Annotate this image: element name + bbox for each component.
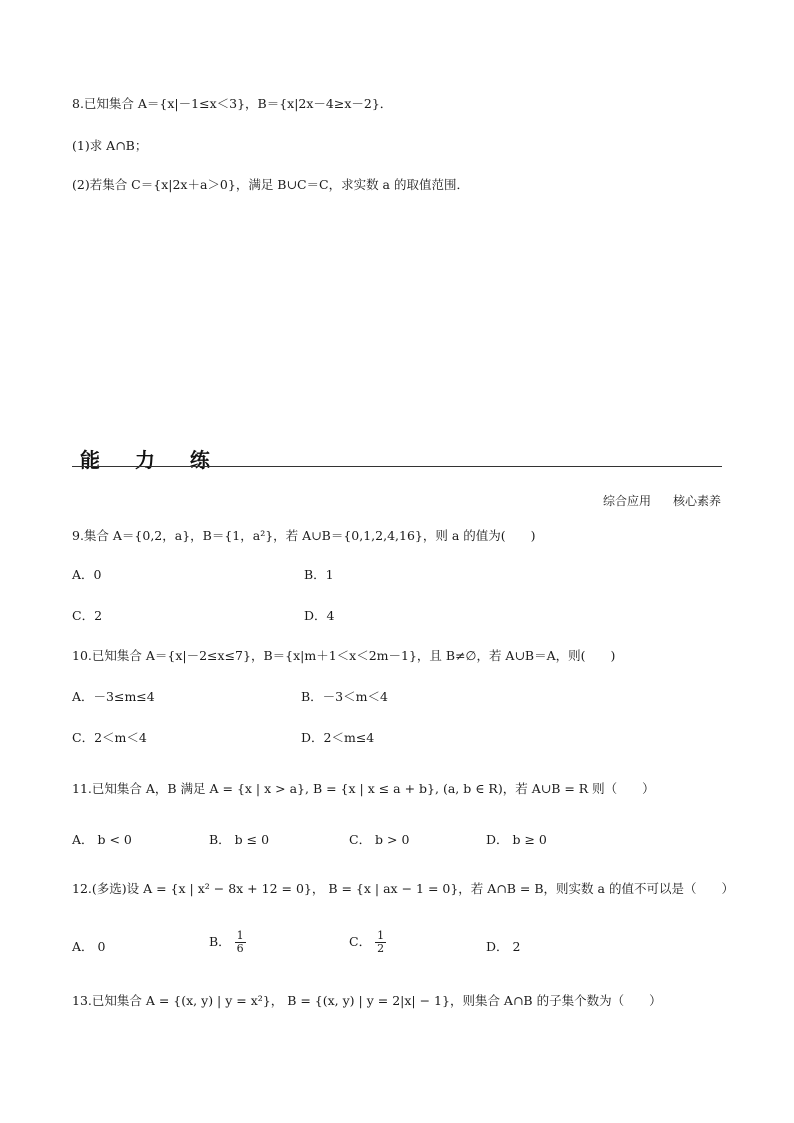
fraction-denominator: 2	[377, 942, 385, 955]
q12-option-a: A． 0	[72, 939, 106, 954]
q12-stem: 12.(多选)设 A = {x | x² − 8x + 12 = 0}， B = {x | ax − 1 = 0}，若 A∩B = B，则实数 a 的值不可以是（ ）	[72, 881, 734, 896]
fraction-numerator: 1	[236, 929, 244, 942]
q10-option-d: D．2＜m≤4	[301, 730, 375, 745]
section-tags	[603, 492, 721, 509]
q12-option-b-fraction	[235, 930, 246, 955]
tag-comprehensive: 综合应用	[602, 494, 651, 508]
q12-option-c	[349, 930, 386, 955]
q12-option-d: D． 2	[486, 939, 521, 954]
q9-option-d: D．4	[304, 608, 335, 623]
q12-option-b	[209, 930, 246, 955]
q12-option-c-prefix: C．	[349, 934, 372, 949]
section-title: 能 力 练	[80, 448, 224, 472]
q10-stem: 10.已知集合 A＝{x|－2≤x≤7}，B＝{x|m＋1＜x＜2m－1}，且 B≠∅，若 A∪B＝A，则( )	[72, 648, 616, 663]
q10-option-c: C．2＜m＜4	[72, 730, 147, 745]
q11-option-c: C． b > 0	[349, 832, 410, 847]
q9-stem: 9.集合 A＝{0,2，a}，B＝{1，a²}，若 A∪B＝{0,1,2,4,16}，则 a 的值为( )	[72, 528, 536, 543]
q11-option-a: A． b < 0	[72, 832, 132, 847]
q8-part1: (1)求 A∩B；	[72, 138, 148, 153]
tag-core-literacy: 核心素养	[672, 494, 721, 508]
q9-option-c: C．2	[72, 608, 103, 623]
q11-stem: 11.已知集合 A，B 满足 A = {x | x > a}, B = {x | x ≤ a + b}, (a, b ∈ R)，若 A∪B = R 则（ ）	[72, 781, 655, 796]
q12-option-c-fraction	[375, 930, 386, 955]
q11-option-b: B． b ≤ 0	[209, 832, 270, 847]
section-divider	[72, 466, 722, 467]
q8-stem: 8.已知集合 A＝{x|－1≤x＜3}，B＝{x|2x－4≥x－2}．	[72, 96, 393, 111]
q9-option-b: B．1	[304, 567, 334, 582]
q11-option-d: D． b ≥ 0	[486, 832, 547, 847]
q10-option-a: A．－3≤m≤4	[72, 689, 155, 704]
fraction-denominator: 6	[236, 942, 244, 955]
q10-option-b: B．－3＜m＜4	[301, 689, 388, 704]
q12-option-b-prefix: B．	[209, 934, 231, 949]
q9-option-a: A．0	[72, 567, 102, 582]
fraction-numerator: 1	[377, 929, 385, 942]
q13-stem: 13.已知集合 A = {(x, y) | y = x²}， B = {(x, y) | y = 2|x| − 1}，则集合 A∩B 的子集个数为（ ）	[72, 993, 662, 1008]
q8-part2: (2)若集合 C＝{x|2x＋a＞0}，满足 B∪C＝C，求实数 a 的取值范围．	[72, 177, 469, 192]
